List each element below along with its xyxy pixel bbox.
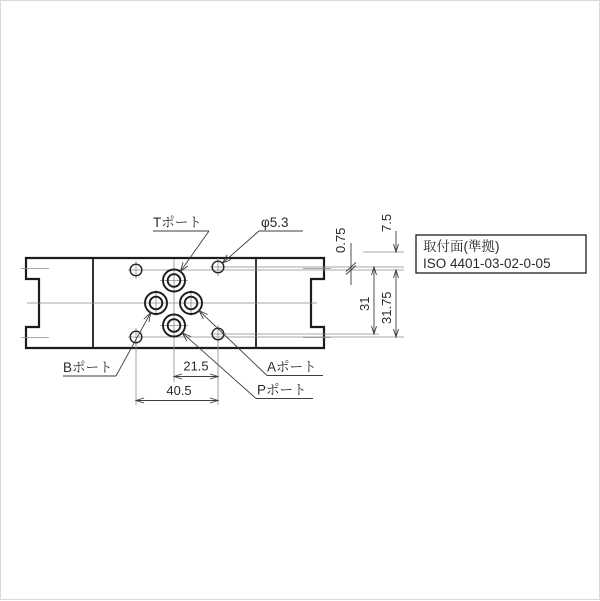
dimension-lines — [136, 231, 399, 403]
dim-text-7-5: 7.5 — [379, 213, 394, 232]
b-port-label: Bポート — [63, 360, 113, 375]
b-port-leader-arrow — [144, 313, 151, 322]
p-port-label: Pポート — [257, 382, 307, 398]
dim-text-21-5: 21.5 — [183, 358, 209, 374]
dim-text-31-75: 31.75 — [379, 291, 394, 324]
t-port-label: Tポート — [153, 215, 202, 230]
dim-text-0-75: 0.75 — [333, 227, 348, 253]
hole-dia-label: φ5.3 — [261, 215, 289, 230]
dim-text-31: 31 — [357, 296, 372, 311]
dim-text-40-5: 40.5 — [166, 383, 192, 398]
note-line-2: ISO 4401-03-02-0-05 — [423, 256, 551, 271]
valve-mounting-face-drawing — [1, 1, 600, 601]
note-line-1: 取付面(準拠) — [423, 239, 500, 254]
note-box — [416, 235, 586, 273]
b-port-leader — [116, 313, 151, 376]
t-port-leader — [180, 231, 209, 272]
a-port-label: Aポート — [267, 359, 317, 375]
